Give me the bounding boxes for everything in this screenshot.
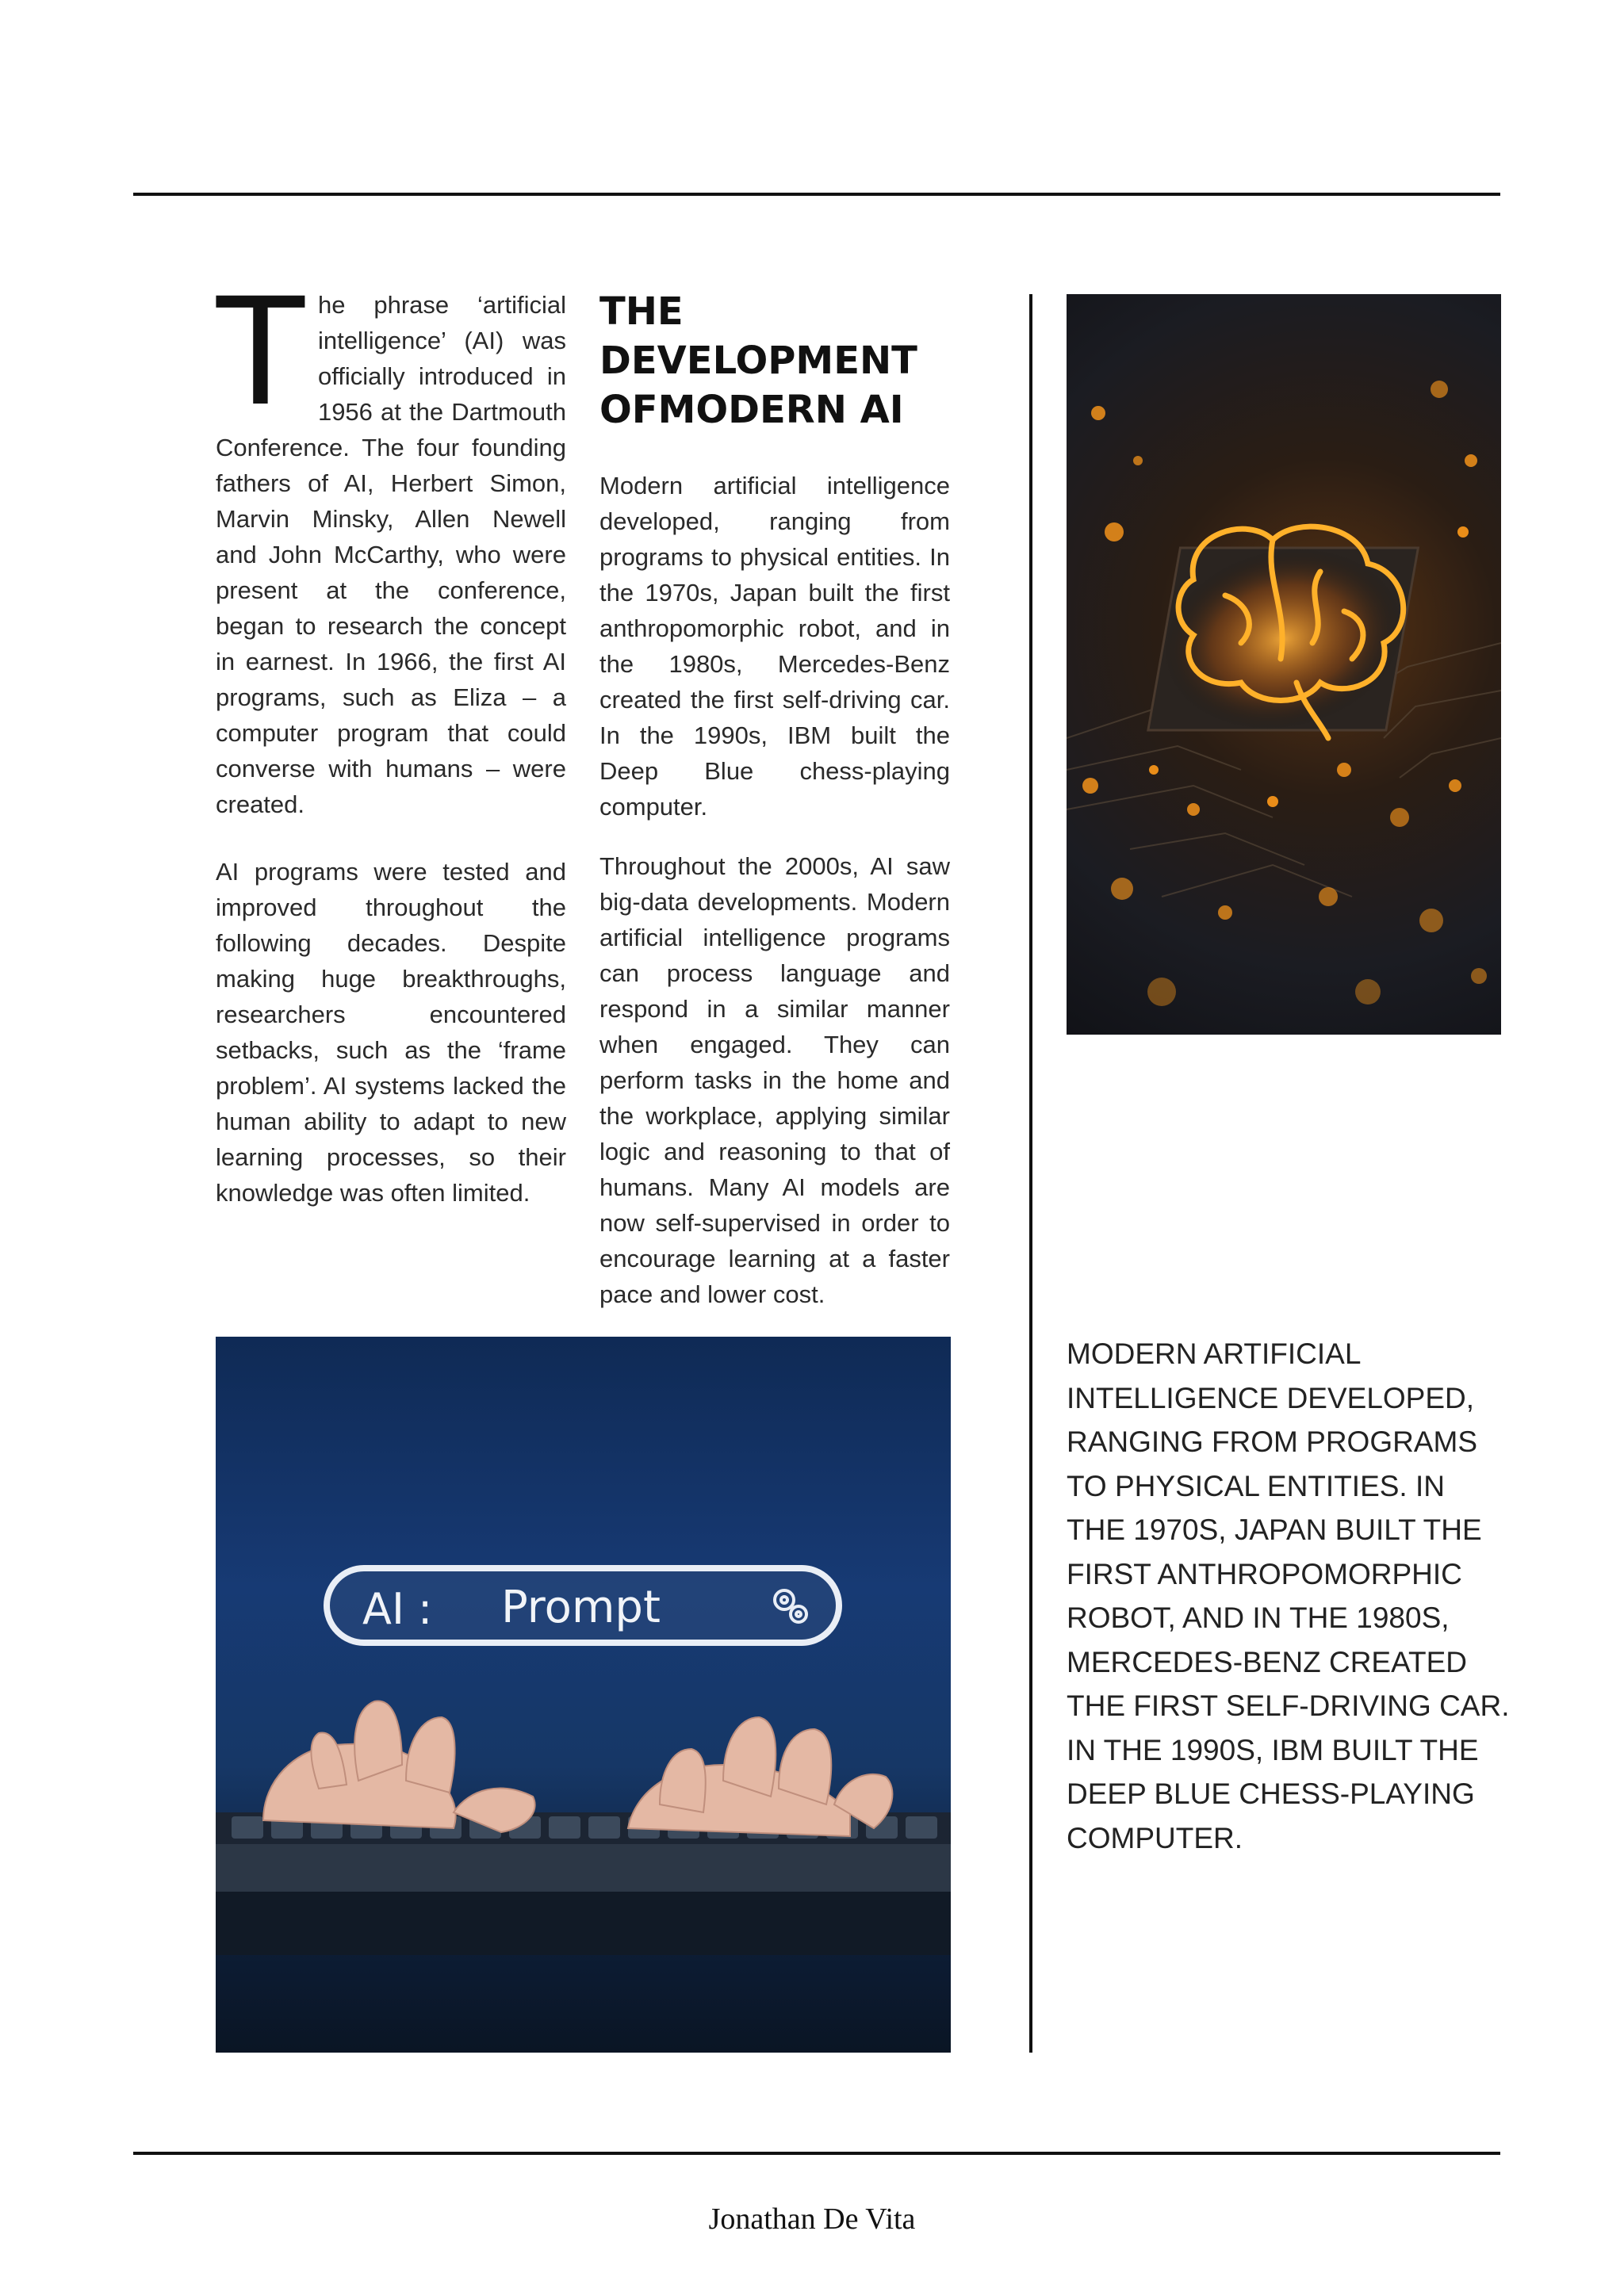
pull-quote: MODERN ARTIFICIAL INTELLIGENCE DEVELOPED, RANGING FROM PROGRAMS TO PHYSICAL ENTITIES. IN THE 1970S, JAPAN BUILT THE FIRST ANTHROPOMORPHIC ROBOT, AND IN THE 1980S, MERCEDES-BENZ CREATED THE FIRST SELF-DRIVING CAR. IN THE 1990S, IBM BUILT THE DEEP BLUE CHESS-PLAYING COMPUTER. xyxy=(1067,1337,1510,1854)
paragraph-2000s: Throughout the 2000s, AI saw big-data developments. Modern artificial intelligence programs can process language and respond in a similar manner when engaged. They can perform tasks in the home and the workplace, applying similar logic and reasoning to that of humans. Many AI models are now self-supervised in order to encourage learning at a faster pace and lower cost. xyxy=(599,852,950,1308)
ai-prompt-keyboard-image xyxy=(216,1337,951,2053)
ai-prompt-illustration xyxy=(216,1337,951,2053)
ai-brain-chip-illustration xyxy=(1067,294,1501,1035)
prompt-bar xyxy=(327,1568,839,1643)
article-column-1 xyxy=(213,262,566,1211)
article-column-2 xyxy=(599,287,950,1312)
paragraph-setbacks: AI programs were tested and improved throughout the following decades. Despite making huge breakthroughs, researchers encountered setbacks, such as the ‘frame problem’. AI systems lacked the human ability to adapt to new learning processes, so their knowledge was often limited. xyxy=(216,858,566,1207)
bottom-rule xyxy=(133,2152,1500,2155)
author-byline: Jonathan De Vita xyxy=(708,2202,916,2236)
prompt-ai-label: AI : xyxy=(362,1584,433,1634)
paragraph-intro: he phrase ‘artificial intelligence’ (AI) was officially introduced in 1956 at the Dartmouth Conference. The four founding fathers of AI, Herbert Simon, Marvin Minsky, Allen Newell and John McCarthy, who were present at the conference, began to research the concept in earnest. In 1966, the first AI programs, such as Eliza – a computer program that could converse with humans – were created. xyxy=(216,291,566,818)
drop-cap: T xyxy=(213,262,308,437)
prompt-text: Prompt xyxy=(501,1582,661,1633)
paragraph-modern-ai: Modern artificial intelligence developed, ranging from programs to physical entities. In the 1970s, Japan built the first anthropomorphic robot, and in the 1980s, Mercedes-Benz created the first self-driving car. In the 1990s, IBM built the Deep Blue chess-playing computer. xyxy=(599,472,950,821)
ai-brain-chip-image xyxy=(1067,294,1501,1035)
top-rule xyxy=(133,193,1500,196)
section-title: THE DEVELOPMENT OFMODERN AI xyxy=(599,289,917,432)
vertical-divider xyxy=(1029,294,1032,2053)
